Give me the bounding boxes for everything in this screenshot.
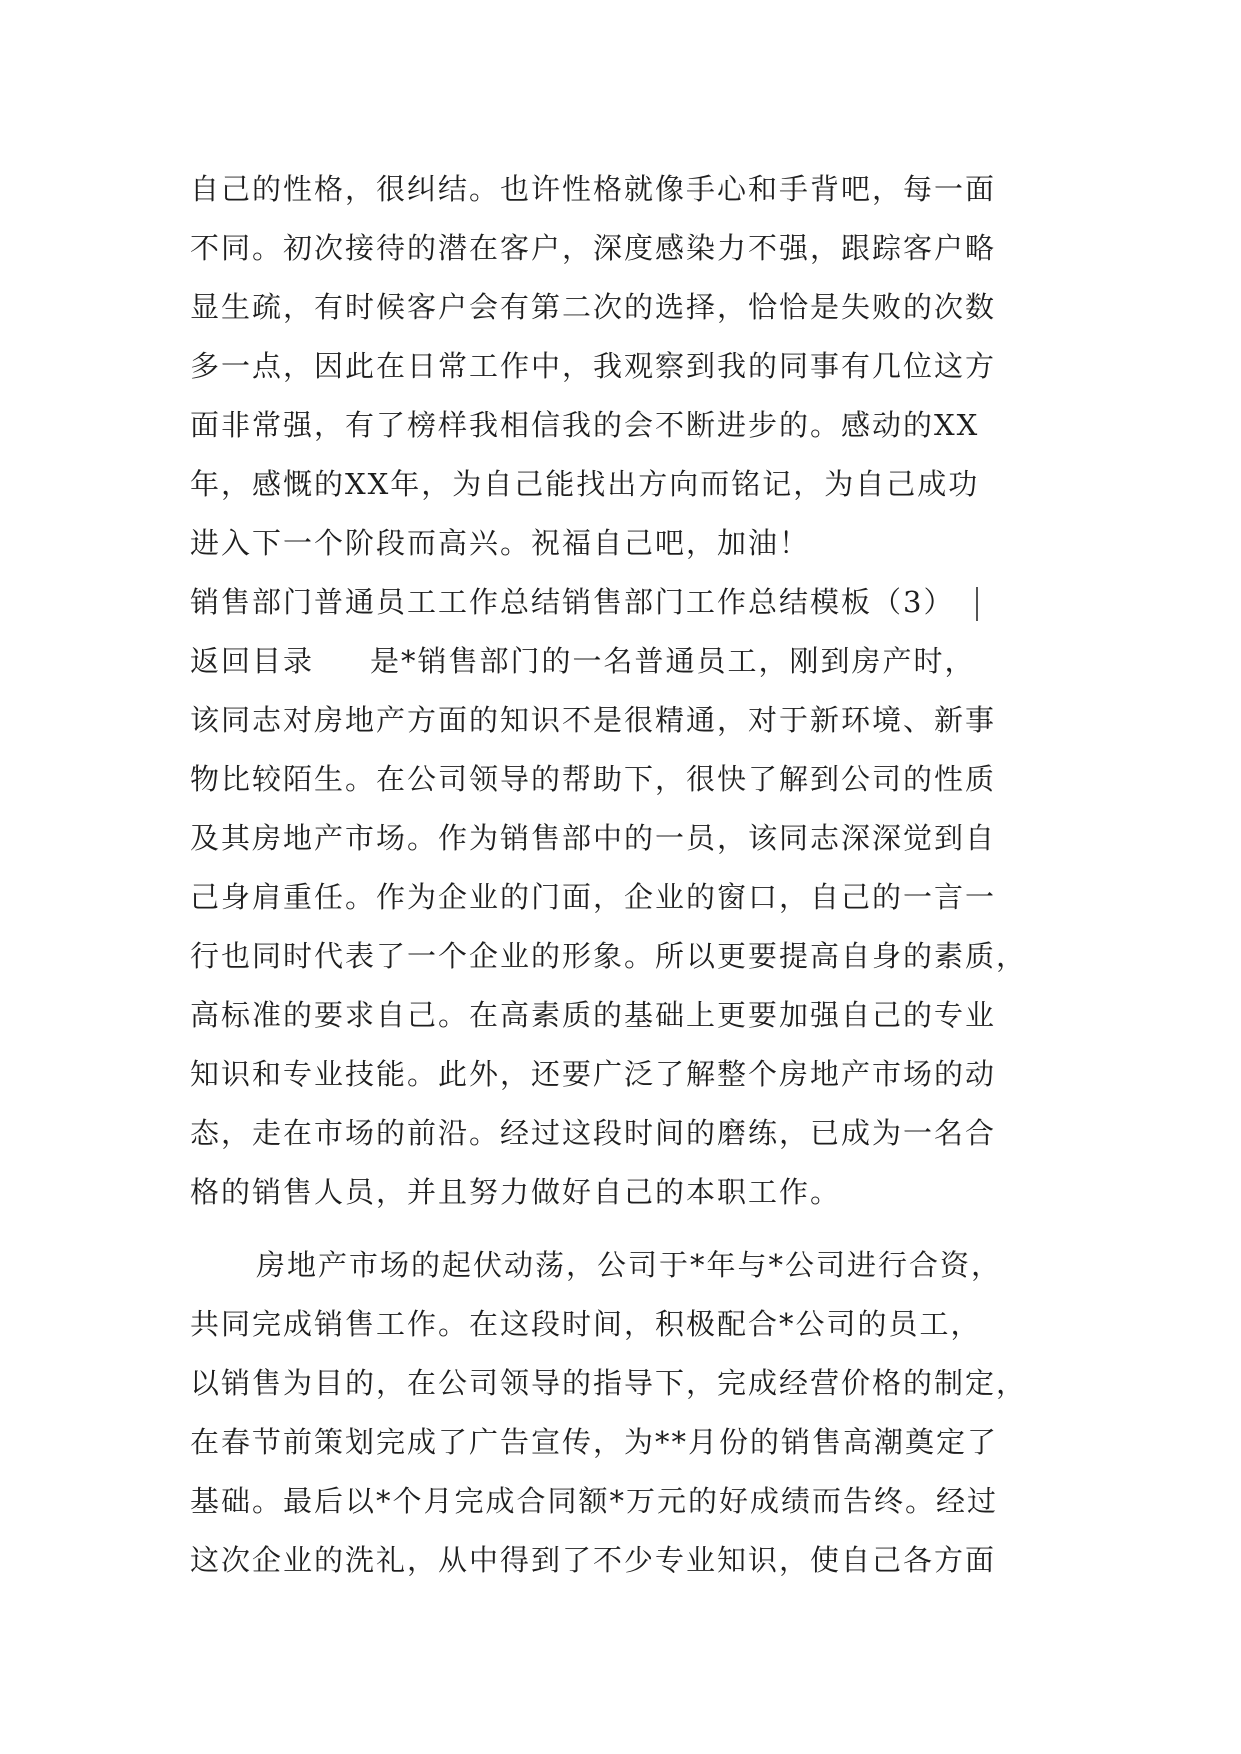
paragraph-line: 多一点，因此在日常工作中，我观察到我的同事有几位这方 [190, 349, 997, 383]
paragraph-line: 物比较陌生。在公司领导的帮助下，很快了解到公司的性质 [190, 762, 997, 796]
paragraph-line: 年，感慨的XX年，为自己能找出方向而铭记，为自己成功 [190, 467, 980, 501]
paragraph-line: 态，走在市场的前沿。经过这段时间的磨练，已成为一名合 [190, 1116, 997, 1150]
paragraph-line: 及其房地产市场。作为销售部中的一员，该同志深深觉到自 [190, 821, 997, 855]
paragraph-line: 高标准的要求自己。在高素质的基础上更要加强自己的专业 [190, 998, 997, 1032]
paragraph-line: 这次企业的洗礼，从中得到了不少专业知识，使自己各方面 [190, 1543, 997, 1577]
document-body [190, 160, 1070, 1590]
paragraph-line: 在春节前策划完成了广告宣传，为**月份的销售高潮奠定了 [190, 1425, 999, 1459]
paragraph-line: 自己的性格，很纠结。也许性格就像手心和手背吧，每一面 [190, 172, 997, 206]
paragraph-line: 基础。最后以*个月完成合同额*万元的好成绩而告终。经过 [190, 1484, 999, 1518]
section-heading [190, 573, 1070, 632]
paragraph-text: 是*销售部门的一名普通员工，刚到房产时， [370, 644, 976, 678]
paragraph-line: 面非常强，有了榜样我相信我的会不断进步的。感动的XX [190, 408, 980, 442]
paragraph-line: 不同。初次接待的潜在客户，深度感染力不强，跟踪客户略 [190, 231, 997, 265]
paragraph-line: 房地产市场的起伏动荡，公司于*年与*公司进行合资， [256, 1248, 1003, 1282]
back-to-toc-link[interactable]: 返回目录 [190, 644, 315, 678]
section-heading-text: 销售部门普通员工工作总结销售部门工作总结模板（3） [190, 585, 955, 619]
paragraph-line: 显生疏，有时候客户会有第二次的选择，恰恰是失败的次数 [190, 290, 997, 324]
paragraph-line: 行也同时代表了一个企业的形象。所以更要提高自身的素质， [190, 939, 1028, 973]
toc-line [190, 632, 1070, 691]
paragraph-line: 知识和专业技能。此外，还要广泛了解整个房地产市场的动 [190, 1057, 997, 1091]
paragraph-line: 以销售为目的，在公司领导的指导下，完成经营价格的制定， [190, 1366, 1028, 1400]
paragraph-line: 己身肩重任。作为企业的门面，企业的窗口，自己的一言一 [190, 880, 997, 914]
paragraph-line: 进入下一个阶段而高兴。祝福自己吧，加油！ [190, 526, 811, 560]
paragraph-line: 该同志对房地产方面的知识不是很精通，对于新环境、新事 [190, 703, 997, 737]
heading-separator [976, 587, 978, 621]
paragraph-line: 格的销售人员，并且努力做好自己的本职工作。 [190, 1175, 842, 1209]
paragraph-line: 共同完成销售工作。在这段时间，积极配合*公司的员工， [190, 1307, 982, 1341]
